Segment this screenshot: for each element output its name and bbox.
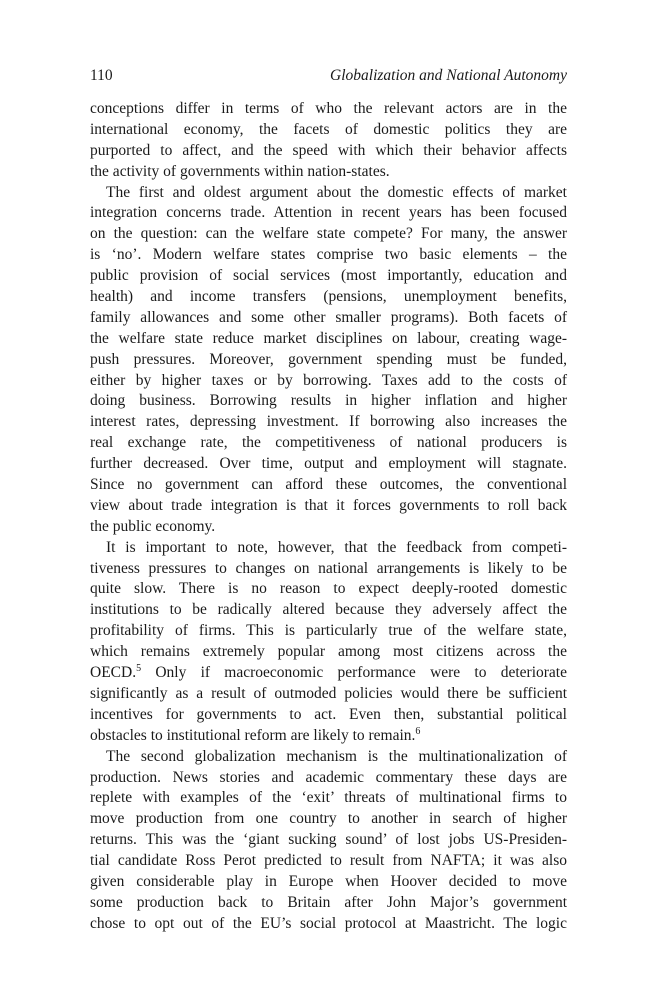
page-header [90, 67, 567, 89]
text-line [90, 768, 567, 789]
line-text: which remains extremely popular among most citizens across the [90, 643, 567, 661]
line-text: the public economy. [90, 517, 216, 535]
line-text: given considerable play in Europe when Hoover decided to move [90, 872, 567, 890]
text-line [90, 266, 567, 287]
line-text: public provision of social services (most importantly, education and [90, 267, 567, 285]
line-text: doing business. Borrowing results in higher inflation and higher [90, 392, 567, 410]
text-line [90, 788, 567, 809]
line-text: some production back to Britain after John Major’s government [90, 893, 567, 911]
line-text: quite slow. There is no reason to expect deeply-rooted domestic [90, 580, 567, 598]
line-text: the welfare state reduce market disciplines on labour, creating wage- [90, 329, 567, 347]
line-text: chose to opt out of the EU’s social protocol at Maastricht. The logic [90, 914, 567, 932]
text-line [90, 203, 567, 224]
line-text: real exchange rate, the competitiveness of national producers is [90, 434, 567, 452]
line-text: It is important to note, however, that the feedback from competi- [106, 538, 567, 556]
line-text: profitability of firms. This is particularly true of the welfare state, [90, 622, 567, 640]
line-text: conceptions differ in terms of who the relevant actors are in the [90, 100, 567, 117]
text-line [90, 663, 567, 684]
line-text: the activity of governments within nation-states. [90, 162, 390, 180]
line-text-continued: Only if macroeconomic performance were to deteriorate [141, 664, 567, 682]
text-line [90, 496, 567, 517]
text-line [90, 475, 567, 496]
line-text: international economy, the facets of domestic politics they are [90, 120, 567, 138]
text-line [90, 454, 567, 475]
line-text: move production from one country to another in search of higher [90, 810, 567, 828]
line-text: push pressures. Moreover, government spending must be funded, [90, 350, 567, 368]
line-text: obstacles to institutional reform are likely to remain. [90, 726, 416, 744]
footnote-marker: 5 [136, 662, 142, 674]
line-text: The first and oldest argument about the domestic effects of market [106, 183, 567, 201]
line-text: tial candidate Ross Perot predicted to result from NAFTA; it was also [90, 852, 567, 870]
page-number: 110 [90, 67, 113, 84]
text-line [90, 308, 567, 329]
text-line [90, 726, 567, 747]
text-line [90, 412, 567, 433]
text-line [90, 538, 567, 559]
text-line [90, 517, 567, 538]
running-title: Globalization and National Autonomy [330, 67, 567, 84]
text-line [90, 371, 567, 392]
text-line [90, 141, 567, 162]
line-text: integration concerns trade. Attention in recent years has been focused [90, 204, 567, 222]
text-line [90, 642, 567, 663]
line-text: significantly as a result of outmoded policies would there be sufficient [90, 684, 567, 702]
text-line [90, 851, 567, 872]
text-line [90, 872, 567, 893]
line-text: either by higher taxes or by borrowing. Taxes add to the costs of [90, 371, 567, 389]
line-text: institutions to be radically altered because they adversely affect the [90, 601, 567, 619]
line-text: Since no government can afford these outcomes, the conventional [90, 476, 567, 494]
footnote-marker: 6 [415, 725, 421, 737]
text-line [90, 621, 567, 642]
text-line [90, 559, 567, 580]
text-line [90, 893, 567, 914]
line-text: production. News stories and academic commentary these days are [90, 768, 567, 786]
line-text: incentives for governments to act. Even then, substantial political [90, 705, 567, 723]
line-text: replete with examples of the ‘exit’ threats of multinational firms to [90, 789, 567, 807]
line-text: family allowances and some other smaller programs). Both facets of [90, 308, 567, 326]
line-text: OECD. [90, 664, 137, 682]
text-line [90, 705, 567, 726]
line-text: interest rates, depressing investment. If borrowing also increases the [90, 413, 567, 431]
line-text: is ‘no’. Modern welfare states comprise two basic elements – the [90, 246, 567, 264]
text-line [90, 433, 567, 454]
text-line [90, 600, 567, 621]
line-text: tiveness pressures to changes on national arrangements is likely to be [90, 559, 567, 577]
text-line [90, 329, 567, 350]
line-text: purported to affect, and the speed with which their behavior affects [90, 141, 567, 159]
text-line [90, 183, 567, 204]
line-text: health) and income transfers (pensions, unemployment benefits, [90, 288, 567, 306]
text-line [90, 579, 567, 600]
line-text: further decreased. Over time, output and employment will stagnate. [90, 455, 567, 473]
line-text: The second globalization mechanism is the multinationalization of [106, 747, 567, 765]
text-line [90, 350, 567, 371]
text-line [90, 162, 567, 183]
text-line [90, 120, 567, 141]
text-line [90, 747, 567, 768]
text-line [90, 99, 567, 120]
text-line [90, 224, 567, 245]
line-text: on the question: can the welfare state compete? For many, the answer [90, 225, 567, 243]
line-text: returns. This was the ‘giant sucking sound’ of lost jobs US-Presiden- [90, 831, 567, 849]
text-line [90, 391, 567, 412]
text-line [90, 914, 567, 935]
line-text: view about trade integration is that it forces governments to roll back [90, 496, 567, 514]
text-line [90, 809, 567, 830]
text-line [90, 287, 567, 308]
text-line [90, 245, 567, 266]
text-line [90, 684, 567, 705]
text-line [90, 830, 567, 851]
body-text [90, 99, 567, 935]
